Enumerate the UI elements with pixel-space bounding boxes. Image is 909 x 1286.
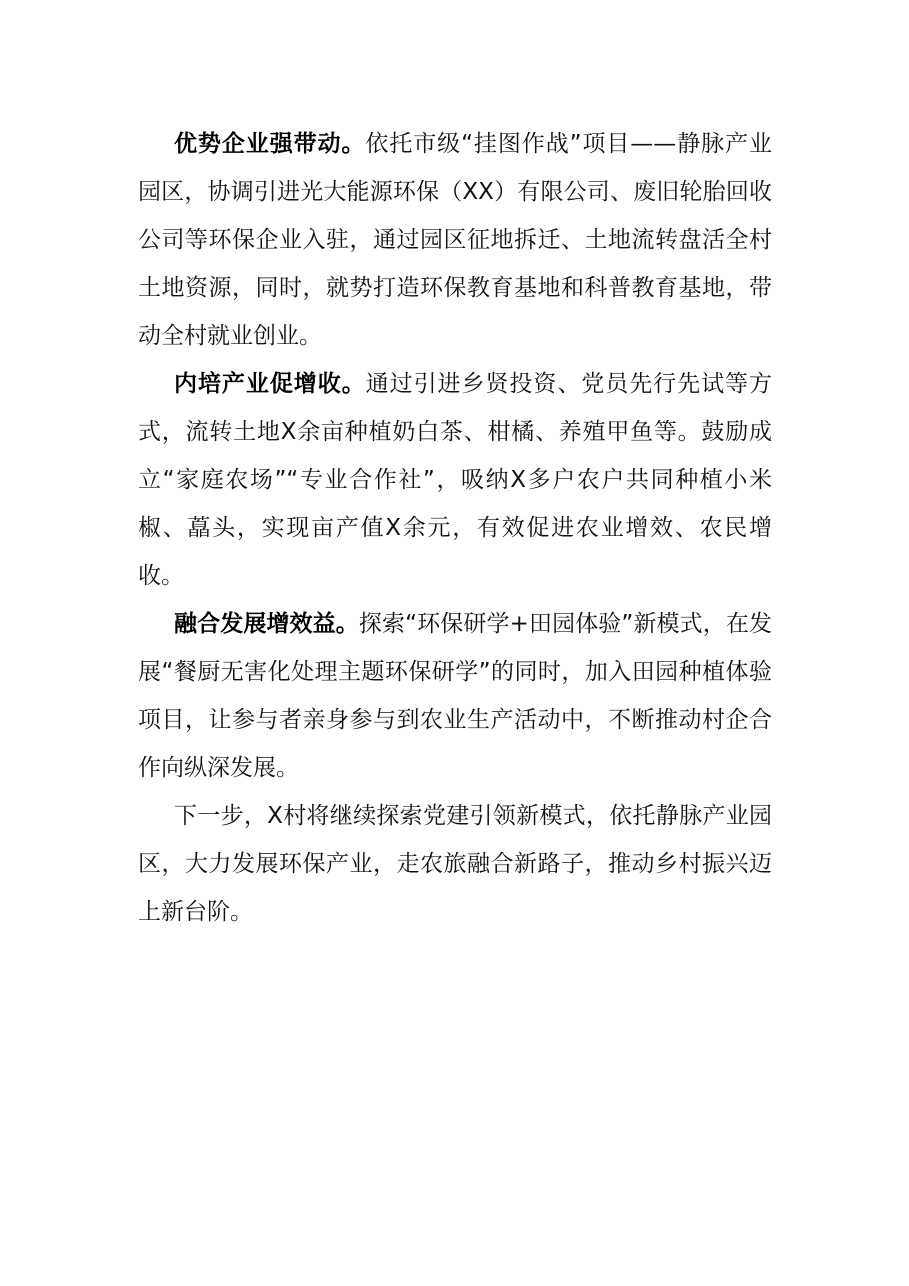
paragraph-text: 通过引进乡贤投资、党员先行先试等方式，流转土地X余亩种植奶白茶、柑橘、养殖甲鱼等。鼓励成立“家庭农场”“专业合作社”，吸纳X多户农户共同种植小米椒、藠头，实现亩产值X余元，有效促进农业增效、农民增收。	[138, 371, 773, 589]
paragraph-integration	[138, 600, 772, 792]
paragraph-text: 下一步，X村将继续探索党建引领新模式，依托静脉产业园区，大力发展环保产业，走农旅融合新路子，推动乡村振兴迈上新台阶。	[138, 803, 772, 925]
paragraph-text: 依托市级“挂图作战”项目——静脉产业园区，协调引进光大能源环保（XX）有限公司、废旧轮胎回收公司等环保企业入驻，通过园区征地拆迁、土地流转盘活全村土地资源，同时，就势打造环保教育基地和科普教育基地，带动全村就业创业。	[138, 131, 772, 349]
paragraph-text: 探索“环保研学+田园体验”新模式，在发展“餐厨无害化处理主题环保研学”的同时，加入田园种植体验项目，让参与者亲身参与到农业生产活动中，不断推动村企合作向纵深发展。	[138, 611, 772, 781]
paragraph-heading: 优势企业强带动。	[174, 131, 366, 157]
paragraph-next-step	[138, 792, 772, 936]
paragraph-heading: 融合发展增效益。	[174, 611, 359, 637]
paragraph-heading: 内培产业促增收。	[174, 371, 366, 397]
paragraph-enterprise	[138, 120, 772, 360]
paragraph-industry	[138, 360, 772, 600]
document-body	[138, 120, 772, 936]
